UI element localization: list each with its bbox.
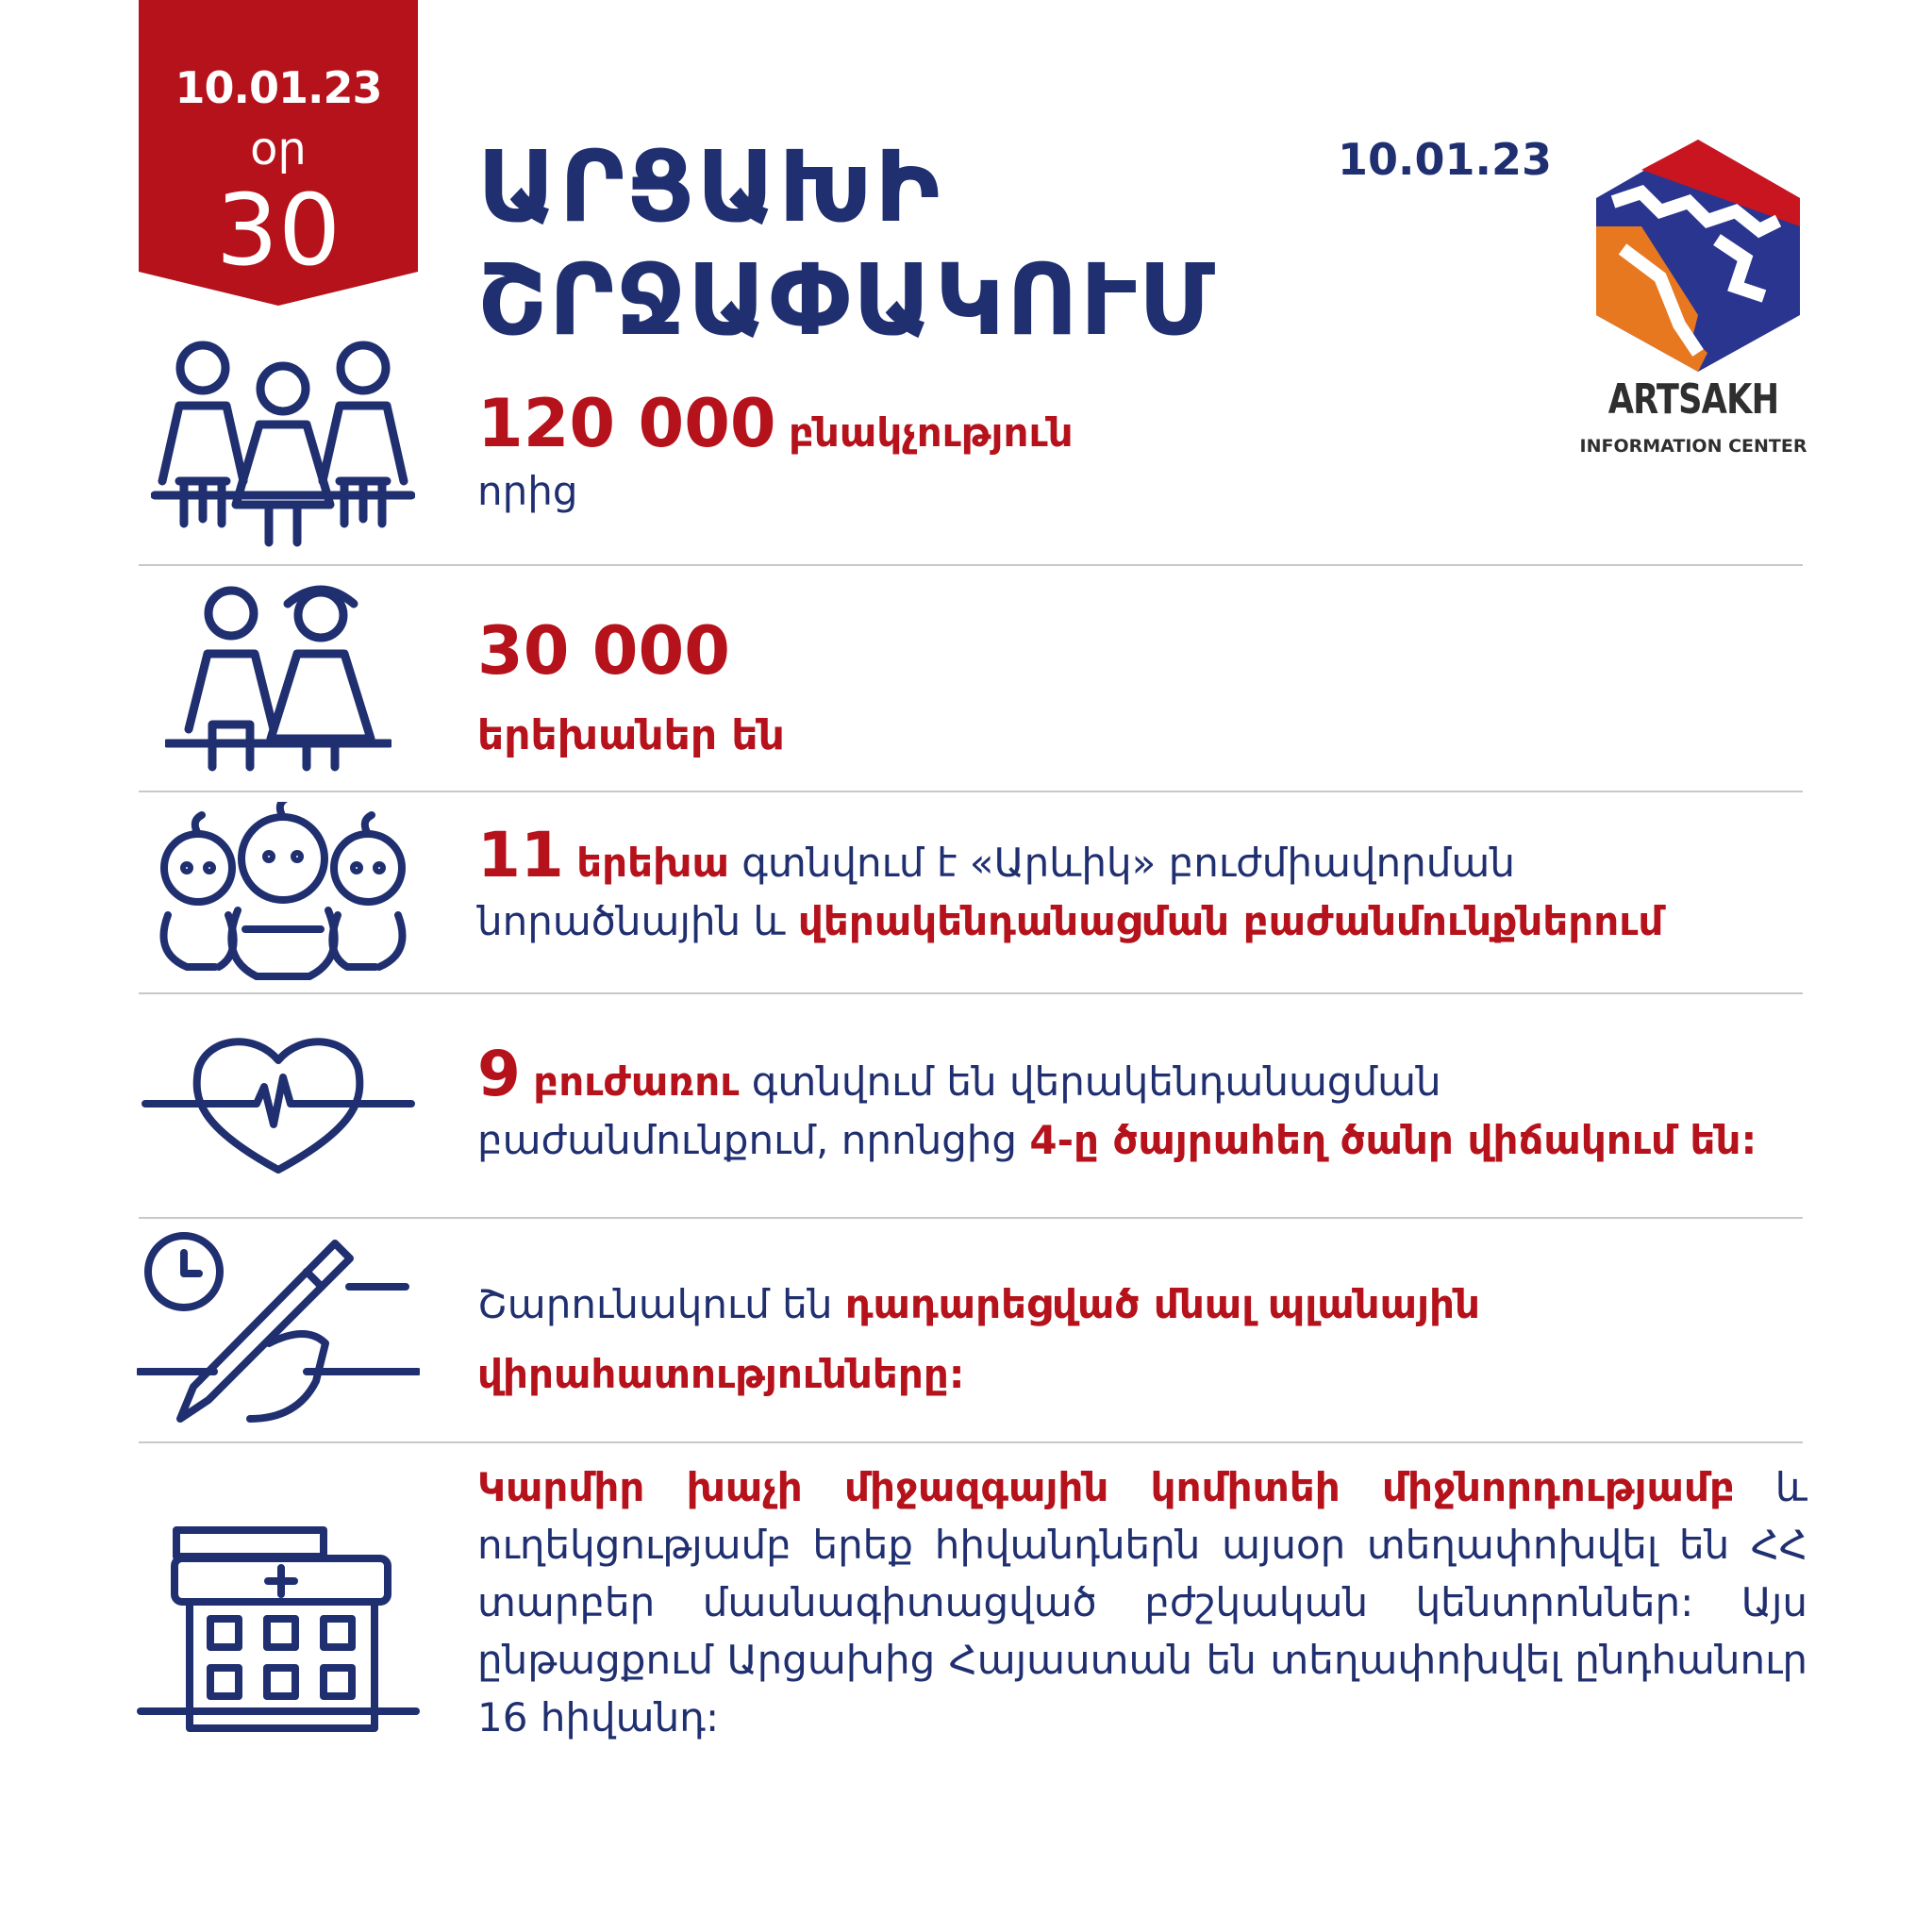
divider — [139, 992, 1803, 994]
surgery-icon — [137, 1230, 420, 1428]
artsakh-logo — [1585, 136, 1811, 372]
patients-label: բուժառու — [533, 1058, 740, 1105]
divider — [139, 1441, 1803, 1443]
badge-date: 10.01.23 — [175, 62, 382, 113]
hospital-row — [477, 1458, 1807, 1746]
population-label: բնակչություն — [788, 409, 1074, 456]
divider — [139, 791, 1803, 792]
family-icon — [151, 340, 415, 547]
heartbeat-icon — [142, 1032, 415, 1174]
babies-icon — [151, 802, 415, 981]
logo-name: ARTSAKH — [1607, 375, 1779, 424]
badge-day-number: 30 — [215, 173, 341, 288]
patients-number: 9 — [477, 1038, 521, 1110]
logo-subtitle: INFORMATION CENTER — [1579, 436, 1807, 457]
newborns-row — [477, 819, 1807, 951]
children-row — [477, 613, 1807, 774]
hospital-text: և ուղեկցությամբ երեք հիվանդներն այսօր տեղափոխվել են ՀՀ տարբեր մասնագիտացված բժշկական կենտրոններ: Այս ընթացքում Արցախից Հայաստան են տեղափոխվել ընդհանուր 16 հիվանդ: — [477, 1464, 1807, 1740]
patients-row — [477, 1038, 1807, 1170]
children-number: 30 000 — [477, 612, 730, 690]
hospital-icon — [137, 1526, 420, 1734]
divider — [139, 564, 1803, 566]
header-date: 10.01.23 — [1338, 134, 1552, 185]
badge-day-word: օր — [250, 123, 307, 175]
newborns-text-2: նորածնային և — [477, 898, 786, 944]
population-number: 120 000 — [477, 385, 776, 462]
hospital-highlight: Կարմիր խաչի միջազգային կոմիտեի միջնորդությամբ — [477, 1464, 1735, 1510]
surgeries-text: Շարունակում են — [477, 1281, 833, 1327]
population-sub: որից — [477, 468, 578, 514]
newborns-highlight: վերակենդանացման բաժանմունքներում — [797, 898, 1664, 944]
newborns-number: 11 — [477, 819, 564, 891]
page-title — [477, 130, 1326, 357]
surgeries-highlight-1: դադարեցված մնալ պլանային — [844, 1281, 1481, 1327]
divider — [139, 1217, 1803, 1219]
surgeries-row — [477, 1270, 1807, 1409]
patients-text-2: բաժանմունքում, որոնցից — [477, 1117, 1018, 1163]
children-icon — [165, 583, 391, 772]
newborns-label: երեխա — [576, 840, 729, 886]
date-badge — [139, 0, 418, 306]
children-label: երեխաներ են — [477, 711, 785, 759]
population-row — [477, 385, 1807, 521]
patients-text-1: գտնվում են վերակենդանացման — [751, 1058, 1441, 1105]
title-line-1: ԱՐՑԱԽԻ — [477, 129, 942, 244]
surgeries-highlight-2: վիրահատությունները: — [477, 1351, 965, 1397]
title-line-2: ՇՐՋԱՓԱԿՈՒՄ — [477, 242, 1217, 358]
newborns-text-1: գտնվում է «Արևիկ» բուժմիավորման — [741, 840, 1515, 886]
patients-highlight: 4-ը ծայրահեղ ծանր վիճակում են: — [1029, 1117, 1757, 1163]
